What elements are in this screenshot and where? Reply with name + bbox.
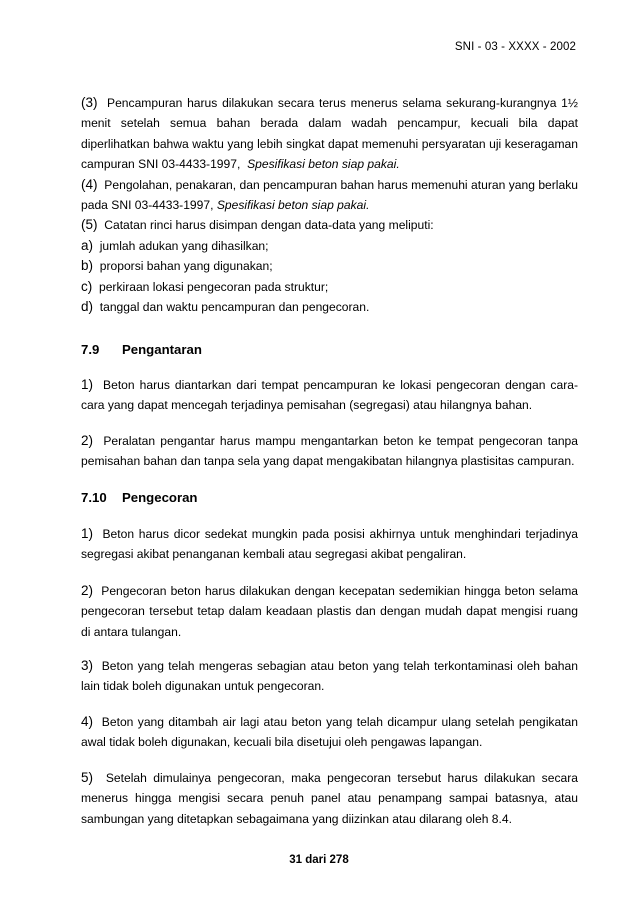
paragraph-number: (5)	[81, 217, 98, 233]
list-item	[81, 256, 578, 276]
paragraph-number: 1)	[81, 377, 94, 392]
paragraph-text: Pengecoran beton harus dilakukan dengan kecepatan sedemikian hingga beton selama pengecoran tersebut tetap dalam keadaan plastis dan dengan mudah dapat mengisi ruang di antara tulangan.	[81, 584, 578, 639]
paragraph-text: Catatan rinci harus disimpan dengan data-data yang meliputi:	[104, 218, 434, 233]
section-number: 7.10	[81, 490, 107, 505]
section-heading-7-10	[81, 490, 578, 505]
list-text: proporsi bahan yang digunakan;	[99, 259, 273, 274]
standard-reference: Spesifikasi beton siap pakai.	[247, 157, 400, 172]
list-item	[81, 236, 578, 256]
requirements-block	[81, 93, 578, 317]
list-text: perkiraan lokasi pengecoran pada struktur;	[98, 279, 329, 294]
list-marker: c)	[81, 278, 93, 294]
paragraph-number: (4)	[81, 176, 98, 192]
section-7-10-paragraph-2	[81, 581, 578, 642]
paragraph-3	[81, 93, 578, 175]
section-7-9-paragraph-2	[81, 431, 578, 472]
paragraph-number: 5)	[81, 770, 94, 785]
section-title: Pengantaran	[122, 342, 202, 357]
list-item	[81, 277, 578, 297]
paragraph-text: Beton yang ditambah air lagi atau beton yang telah dicampur ulang setelah pengikatan awal tidak boleh digunakan, kecuali bila disetujui oleh pengawas lapangan.	[81, 715, 578, 750]
section-7-10-paragraph-4	[81, 712, 578, 753]
list-text: tanggal dan waktu pencampuran dan pengecoran.	[99, 300, 370, 315]
paragraph-number: 4)	[81, 714, 94, 729]
section-7-10-paragraph-5	[81, 768, 578, 829]
paragraph-number: 2)	[81, 433, 94, 448]
list-item	[81, 297, 578, 317]
list-marker: d)	[81, 299, 94, 315]
list-marker: a)	[81, 237, 94, 253]
paragraph-text: Peralatan pengantar harus mampu mengantarkan beton ke tempat pengecoran tanpa pemisahan bahan dan tanpa sela yang dapat mengakibatan hilangnya plastisitas campuran.	[81, 434, 578, 469]
paragraph-text: Beton yang telah mengeras sebagian atau beton yang telah terkontaminasi oleh bahan lain tidak boleh digunakan untuk pengecoran.	[81, 659, 578, 694]
paragraph-text: Beton harus dicor sedekat mungkin pada posisi akhirnya untuk menghindari terjadinya segregasi akibat penanganan kembali atau segregasi akibat pengaliran.	[81, 527, 578, 562]
page-number: 31 dari 278	[289, 854, 349, 866]
paragraph-number: (3)	[81, 95, 98, 110]
list-marker: b)	[81, 258, 94, 274]
standard-reference: Spesifikasi beton siap pakai.	[216, 198, 370, 213]
section-heading-7-9	[81, 342, 578, 357]
section-7-9-paragraph-1	[81, 375, 578, 416]
section-7-10-paragraph-1	[81, 524, 578, 565]
paragraph-text: Beton harus diantarkan dari tempat pencampuran ke lokasi pengecoran dengan cara-cara yang dapat mencegah terjadinya pemisahan (segregasi) atau hilangnya bahan.	[81, 378, 578, 413]
paragraph-5	[81, 215, 578, 235]
paragraph-4	[81, 175, 578, 216]
paragraph-text: Setelah dimulainya pengecoran, maka pengecoran tersebut harus dilakukan secara menerus hingga mengisi secara penuh panel atau penampang sampai batasnya, atau sambungan yang ditetapkan sebagaimana yang diizinkan atau dilarang oleh 8.4.	[81, 771, 578, 826]
section-title: Pengecoran	[122, 490, 198, 505]
paragraph-text: Pengolahan, penakaran, dan pencampuran bahan harus memenuhi aturan yang berlaku pada SNI 03-4433-1997,	[81, 177, 578, 213]
paragraph-text: Pencampuran harus dilakukan secara terus menerus selama sekurang-kurangnya 1½ menit setelah semua bahan berada dalam wadah pencampur, kecuali bila dapat diperlihatkan bahwa waktu yang lebih singkat dapat memenuhi persyaratan uji keseragaman campuran SNI 03-4433-1997,	[81, 96, 578, 172]
paragraph-number: 2)	[81, 583, 94, 598]
paragraph-number: 3)	[81, 658, 94, 673]
document-code: SNI - 03 - XXXX - 2002	[454, 41, 576, 53]
section-number: 7.9	[81, 342, 100, 357]
section-7-10-paragraph-3	[81, 656, 578, 697]
list-text: jumlah adukan yang dihasilkan;	[99, 238, 269, 253]
paragraph-number: 1)	[81, 526, 94, 541]
